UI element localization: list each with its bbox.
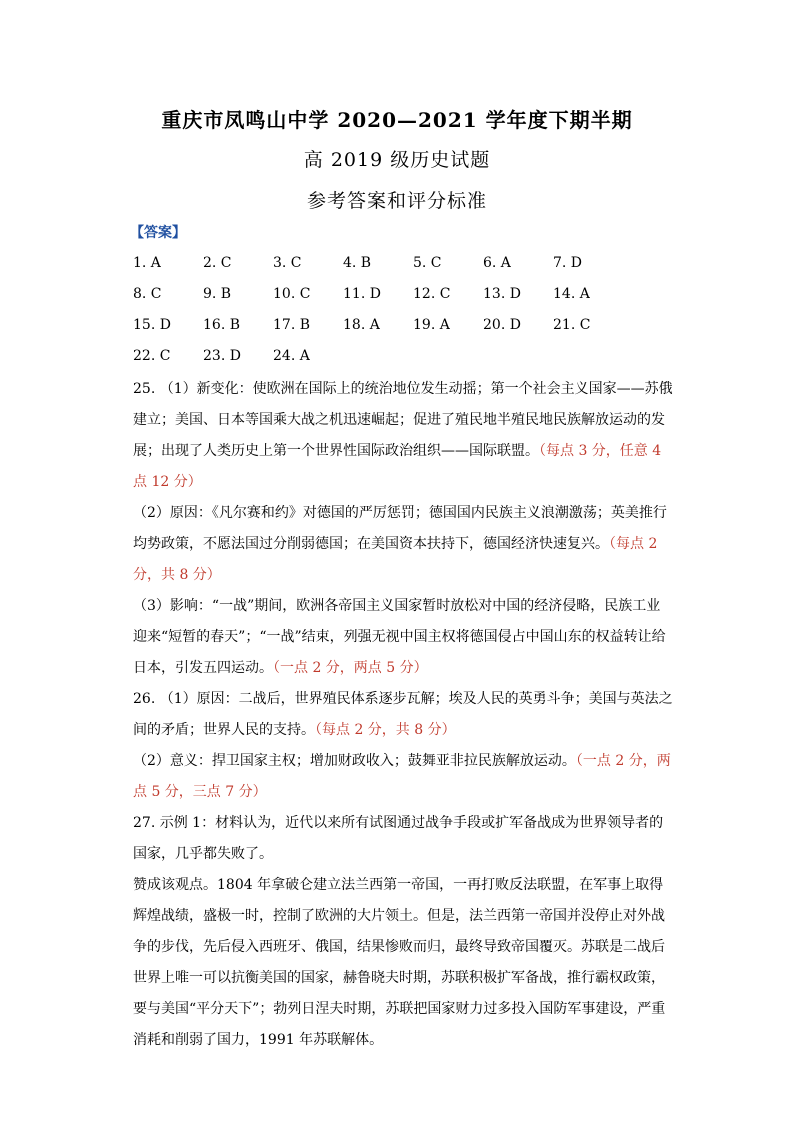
q26-part2 (133, 746, 673, 808)
answer-item: 6. A (483, 255, 511, 271)
answer-item: 8. C (133, 286, 162, 302)
answer-item: 12. C (413, 286, 451, 302)
answer-item: 11. D (343, 286, 381, 302)
answer-item: 1. A (133, 255, 161, 271)
q25-part3-score: （一点 2 分，两点 5 分） (273, 660, 428, 676)
answer-item: 20. D (483, 317, 521, 333)
answer-item: 7. D (553, 255, 583, 271)
q26-part2-text: （2）意义：捍卫国家主权；增加财政收入；鼓舞亚非拉民族解放运动。 (133, 753, 576, 769)
answer-item: 2. C (203, 255, 232, 271)
q27-part2-text: 赞成该观点。1804 年拿破仑建立法兰西第一帝国，一再打败反法联盟，在军事上取得辉煌战绩，盛极一时，控制了欧洲的大片领土。但是，法兰西第一帝国并没停止对外战争的步伐，先后侵入西班牙、俄国，结果惨败而归，最终导致帝国覆灭。苏联是二战后世界上唯一可以抗衡美国的国家，赫鲁晓夫时期，苏联积极扩军备战，推行霸权政策，要与美国“平分天下”；勃列日涅夫时期，苏联把国家财力过多投入国防军事建设，严重消耗和削弱了国力，1991 年苏联解体。 (133, 877, 666, 1048)
answer-item: 3. C (273, 255, 302, 271)
q27-part1 (133, 808, 673, 870)
page-subtitle-2: 参考答案和评分标准 (306, 190, 487, 212)
answer-item: 10. C (273, 286, 311, 302)
q26-part2-score: （一点 2 分，两点 5 分，三点 7 分） (133, 753, 671, 800)
answer-item: 19. A (413, 317, 450, 333)
page-subtitle: 高 2019 级历史试题 (303, 149, 491, 171)
q25-part2-text: （2）原因：《凡尔赛和约》对德国的严厉惩罚；德国国内民族主义浪潮激荡；英美推行均势政策，不愿法国过分削弱德国；在美国资本扶持下，德国经济快速复兴。 (133, 505, 667, 552)
answer-item: 23. D (203, 348, 241, 364)
q25-part2-score: （每点 2 分，共 8 分） (133, 536, 658, 583)
q25-part1-text: 25. （1）新变化：使欧洲在国际上的统治地位发生动摇；第一个社会主义国家——苏俄建立；美国、日本等国乘大战之机迅速崛起；促进了殖民地半殖民地民族解放运动的发展；出现了人类历史上第一个世界性国际政治组织——国际联盟。 (133, 381, 673, 459)
q26-part1-score: （每点 2 分，共 8 分） (315, 722, 456, 738)
q26-part1-text: 26. （1）原因：二战后，世界殖民体系逐步瓦解；埃及人民的英勇斗争；美国与英法之间的矛盾；世界人民的支持。 (133, 691, 673, 738)
q26-part1 (133, 684, 673, 746)
page-title: 重庆市凤鸣山中学 2020—2021 学年度下期半期 (161, 108, 633, 132)
answer-item: 15. D (133, 317, 171, 333)
answer-item: 18. A (343, 317, 380, 333)
answer-item: 4. B (343, 255, 372, 271)
answer-item: 21. C (553, 317, 591, 333)
answer-section-label: 【答案】 (130, 225, 186, 241)
answer-item: 17. B (273, 317, 311, 333)
answer-item: 22. C (133, 348, 171, 364)
answer-item: 24. A (273, 348, 310, 364)
q25-part3 (133, 591, 673, 684)
answer-item: 16. B (203, 317, 241, 333)
answer-item: 14. A (553, 286, 590, 302)
q25-part2 (133, 498, 673, 591)
q25-part3-text: （3）影响：“一战”期间，欧洲各帝国主义国家暂时放松对中国的经济侵略，民族工业迎来“短暂的春天”；“一战”结束，列强无视中国主权将德国侵占中国山东的权益转让给日本，引发五四运动。 (133, 598, 666, 676)
q25-part1 (133, 374, 673, 498)
q25-part1-score: （每点 3 分，任意 4 点 12 分） (133, 443, 662, 490)
answer-item: 5. C (413, 255, 442, 271)
answer-item: 9. B (203, 286, 232, 302)
q27-part2 (133, 870, 673, 1056)
answer-item: 13. D (483, 286, 521, 302)
q27-part1-text: 27. 示例 1：材料认为，近代以来所有试图通过战争手段或扩军备战成为世界领导者的国家，几乎都失败了。 (133, 815, 664, 862)
